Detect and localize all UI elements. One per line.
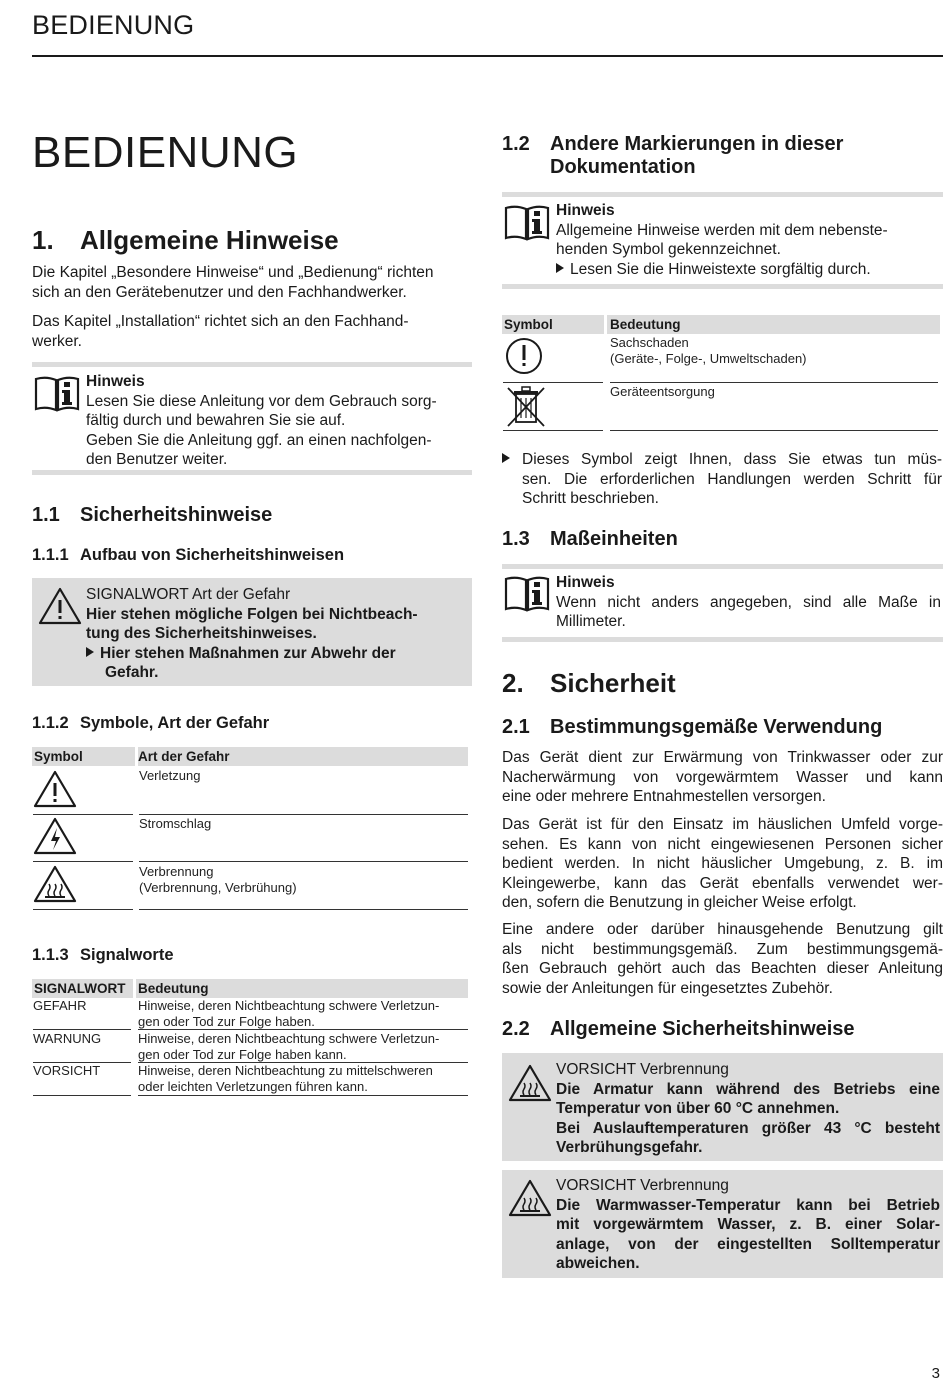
section-2-heading <box>502 668 676 698</box>
text-line: Allgemeine Hinweise werden mit dem nebenste- <box>556 221 888 239</box>
text-line: Kleingewerbe, kann das Gerät ebenfalls verwendet wer- <box>502 874 943 892</box>
note-box <box>502 564 943 642</box>
section-title: Sicherheitshinweise <box>80 504 273 526</box>
section-number: 2.1 <box>502 716 530 738</box>
section-number: 2. <box>502 668 524 698</box>
text-line: Die Armatur kann während des Betriebs eine <box>556 1080 940 1098</box>
signal-word: WARNUNG <box>33 1031 102 1046</box>
text-line: gen oder Tod zur Folge haben. <box>138 1013 315 1029</box>
running-header: BEDIENUNG <box>32 10 195 40</box>
warning-icon <box>38 586 82 631</box>
signal-word-line: VORSICHT Verbrennung <box>556 1061 729 1078</box>
text-line: Temperatur von über 60 °C annehmen. <box>556 1100 840 1117</box>
signal-table-header <box>32 979 468 998</box>
intro-paragraph-2 <box>32 312 472 351</box>
text-line: Schritt beschrieben. <box>522 490 659 507</box>
section-title: Bestimmungsgemäße Verwendung <box>550 716 883 738</box>
signal-word-line: SIGNALWORT Art der Gefahr <box>86 586 291 603</box>
page-title: BEDIENUNG <box>32 128 299 177</box>
section-1-3-heading <box>502 528 678 551</box>
text-line: Die Warmwasser-Temperatur kann bei Betrieb <box>556 1196 940 1214</box>
section-number: 1.1.2 <box>32 714 69 732</box>
text-line: den, sofern die Benutzung in gleicher Weise erfolgt. <box>502 894 857 911</box>
text-line: sen. Die erforderlichen Handlungen werden Schritt für <box>522 470 942 488</box>
arrow-icon <box>502 453 510 463</box>
note-title: Hinweis <box>86 373 145 390</box>
section-2-1-heading <box>502 716 882 739</box>
page-number: 3 <box>931 1365 940 1382</box>
text-line: Gefahr. <box>105 664 159 681</box>
section-title <box>550 133 843 179</box>
table-cell: Stromschlag <box>139 816 212 831</box>
table-cell <box>139 864 297 895</box>
caution-text <box>556 1176 940 1274</box>
text-line: Das Gerät ist für den Einsatz im häuslichen Umfeld vorge- <box>502 816 943 833</box>
text-line: Sachschaden <box>610 335 689 350</box>
warning-icon <box>33 769 77 814</box>
text-line: anlage, von der eingestellten Solltemperatur <box>556 1235 940 1253</box>
caution-box <box>502 1053 943 1161</box>
text-line: Millimeter. <box>556 613 626 630</box>
text-line: Dieses Symbol zeigt Ihnen, dass Sie etwas tun müs- <box>522 451 942 468</box>
note-title: Hinweis <box>556 202 615 219</box>
title-line: Dokumentation <box>550 156 696 178</box>
text-line: eine oder mehrere Entnahmestellen versorgen. <box>502 788 826 805</box>
text-line: ßen Gebrauch gehört auch das Beachten dieser Anleitung <box>502 960 943 977</box>
hot-surface-icon <box>508 1178 552 1223</box>
section-number: 2.2 <box>502 1018 530 1040</box>
exclamation-circle-icon <box>504 336 544 381</box>
note-text <box>556 201 941 279</box>
arrow-icon <box>556 263 564 273</box>
table-cell <box>610 335 807 366</box>
section-title: Aufbau von Sicherheitshinweisen <box>80 546 345 564</box>
text-line: oder leichten Verletzungen führen kann. <box>138 1078 368 1094</box>
note-text <box>86 372 437 470</box>
text-line: Hier stehen mögliche Folgen bei Nichtbeach- <box>86 605 418 623</box>
text-line: bedient werden. In nicht häuslicher Umgebung, z. B. im <box>502 855 943 872</box>
paragraph-usage-3 <box>502 920 943 998</box>
action-paragraph <box>502 450 942 509</box>
intro-paragraph-1 <box>32 263 472 302</box>
text-line: fältig durch und bewahren Sie sie auf. <box>86 412 346 429</box>
info-book-icon <box>34 375 80 418</box>
note-box <box>502 192 943 289</box>
section-number: 1.3 <box>502 528 530 550</box>
header-rule <box>32 55 943 57</box>
info-book-icon <box>504 575 550 618</box>
hot-surface-icon <box>508 1063 552 1108</box>
text-line: sehen. Es kann von nicht eingewiesenen Personen sicher <box>502 835 943 853</box>
text-line: den Benutzer weiter. <box>86 451 228 468</box>
warning-text <box>86 585 418 683</box>
text-line: Hinweise, deren Nichtbeachtung schwere Verletzun- <box>138 998 440 1013</box>
text-line: Geben Sie die Anleitung ggf. an einen nachfolgen- <box>86 431 432 449</box>
text-line: mit vorgewärmtem Wasser, z. B. einer Solar- <box>556 1216 940 1233</box>
section-1-heading <box>32 225 339 255</box>
caution-text <box>556 1060 940 1158</box>
section-title: Symbole, Art der Gefahr <box>80 714 270 732</box>
table-cell <box>138 1063 433 1094</box>
text-line: Das Gerät dient zur Erwärmung von Trinkwasser oder zur <box>502 749 943 766</box>
section-1-2-heading <box>502 133 843 179</box>
text-line: Die Kapitel „Besondere Hinweise“ und „Bedienung“ richten <box>32 264 434 281</box>
section-number: 1.1.1 <box>32 546 69 564</box>
section-1-1-2-heading <box>32 713 269 733</box>
text-line: werker. <box>32 332 82 350</box>
text-line: Lesen Sie diese Anleitung vor dem Gebrauch sorg- <box>86 392 437 410</box>
note-text <box>556 573 941 632</box>
section-title: Signalworte <box>80 946 174 964</box>
table-cell <box>138 998 439 1029</box>
column-header: Bedeutung <box>138 981 209 996</box>
text-line: Das Kapitel „Installation“ richtet sich an den Fachhand- <box>32 313 409 330</box>
section-title: Allgemeine Sicherheitshinweise <box>550 1018 855 1040</box>
column-header: Bedeutung <box>610 317 681 332</box>
column-header: Art der Gefahr <box>138 749 230 764</box>
text-line: Wenn nicht anders angegeben, sind alle Maße in <box>556 593 941 611</box>
info-book-icon <box>504 204 550 247</box>
text-line: Bei Auslauftemperaturen größer 43 °C besteht <box>556 1119 940 1137</box>
paragraph-usage-1 <box>502 748 943 807</box>
text-line: tung des Sicherheitshinweises. <box>86 625 317 642</box>
text-line: (Geräte-, Folge-, Umweltschaden) <box>610 350 807 366</box>
note-title: Hinweis <box>556 574 615 591</box>
section-1-1-heading <box>32 504 272 527</box>
text-line: Verbrühungsgefahr. <box>556 1139 703 1156</box>
section-title: Maßeinheiten <box>550 528 678 550</box>
text-line: Hinweise, deren Nichtbeachtung zu mittelschweren <box>138 1063 433 1078</box>
section-1-1-1-heading <box>32 545 344 565</box>
table-cell: Geräteentsorgung <box>610 384 715 399</box>
action-line <box>556 260 941 280</box>
table-cell: Verletzung <box>139 768 201 783</box>
text-line: sowie der Anleitungen für eingesetztes Zubehör. <box>502 979 833 997</box>
warning-box <box>32 578 472 686</box>
column-header: Symbol <box>34 749 83 764</box>
marking-table-header <box>502 315 940 334</box>
section-number: 1. <box>32 225 54 255</box>
action-text: Hier stehen Maßnahmen zur Abwehr der <box>100 644 396 662</box>
symbol-table-header <box>32 747 468 766</box>
section-number: 1.2 <box>502 133 530 155</box>
text-line: (Verbrennung, Verbrühung) <box>139 879 297 895</box>
action-line <box>86 644 418 664</box>
text-line: Eine andere oder darüber hinausgehende Benutzung gilt <box>502 921 943 938</box>
section-number: 1.1.3 <box>32 946 69 964</box>
signal-word: VORSICHT <box>33 1063 101 1078</box>
action-line <box>502 450 942 470</box>
table-cell <box>138 1031 439 1062</box>
crossed-bin-icon <box>504 384 548 435</box>
section-number: 1.1 <box>32 504 60 526</box>
section-title: Sicherheit <box>550 668 676 698</box>
caution-box <box>502 1170 943 1278</box>
arrow-icon <box>86 647 94 657</box>
column-header: SIGNALWORT <box>34 981 126 996</box>
paragraph-usage-2 <box>502 815 943 913</box>
title-line: Andere Markierungen in dieser <box>550 133 844 155</box>
electric-shock-icon <box>33 816 77 861</box>
signal-word: GEFAHR <box>33 998 87 1013</box>
text-line: Nacherwärmung von vorgewärmtem Wasser und kann <box>502 768 943 786</box>
note-box <box>32 362 472 475</box>
section-1-1-3-heading <box>32 945 174 965</box>
text-line: gen oder Tod zur Folge haben kann. <box>138 1046 347 1062</box>
text-line: als nicht bestimmungsgemäß. Zum bestimmungsgemä- <box>502 940 943 958</box>
text-line: Hinweise, deren Nichtbeachtung schwere Verletzun- <box>138 1031 440 1046</box>
action-text: Lesen Sie die Hinweistexte sorgfältig durch. <box>570 260 871 278</box>
text-line: sich an den Gerätebenutzer und den Fachhandwerker. <box>32 283 407 301</box>
hot-surface-icon <box>33 864 77 909</box>
text-line: Verbrennung <box>139 864 214 879</box>
column-header: Symbol <box>504 317 553 332</box>
text-line: henden Symbol gekennzeichnet. <box>556 241 781 258</box>
section-2-2-heading <box>502 1018 855 1041</box>
text-line: abweichen. <box>556 1255 640 1272</box>
section-title: Allgemeine Hinweise <box>80 225 339 255</box>
signal-word-line: VORSICHT Verbrennung <box>556 1177 729 1194</box>
